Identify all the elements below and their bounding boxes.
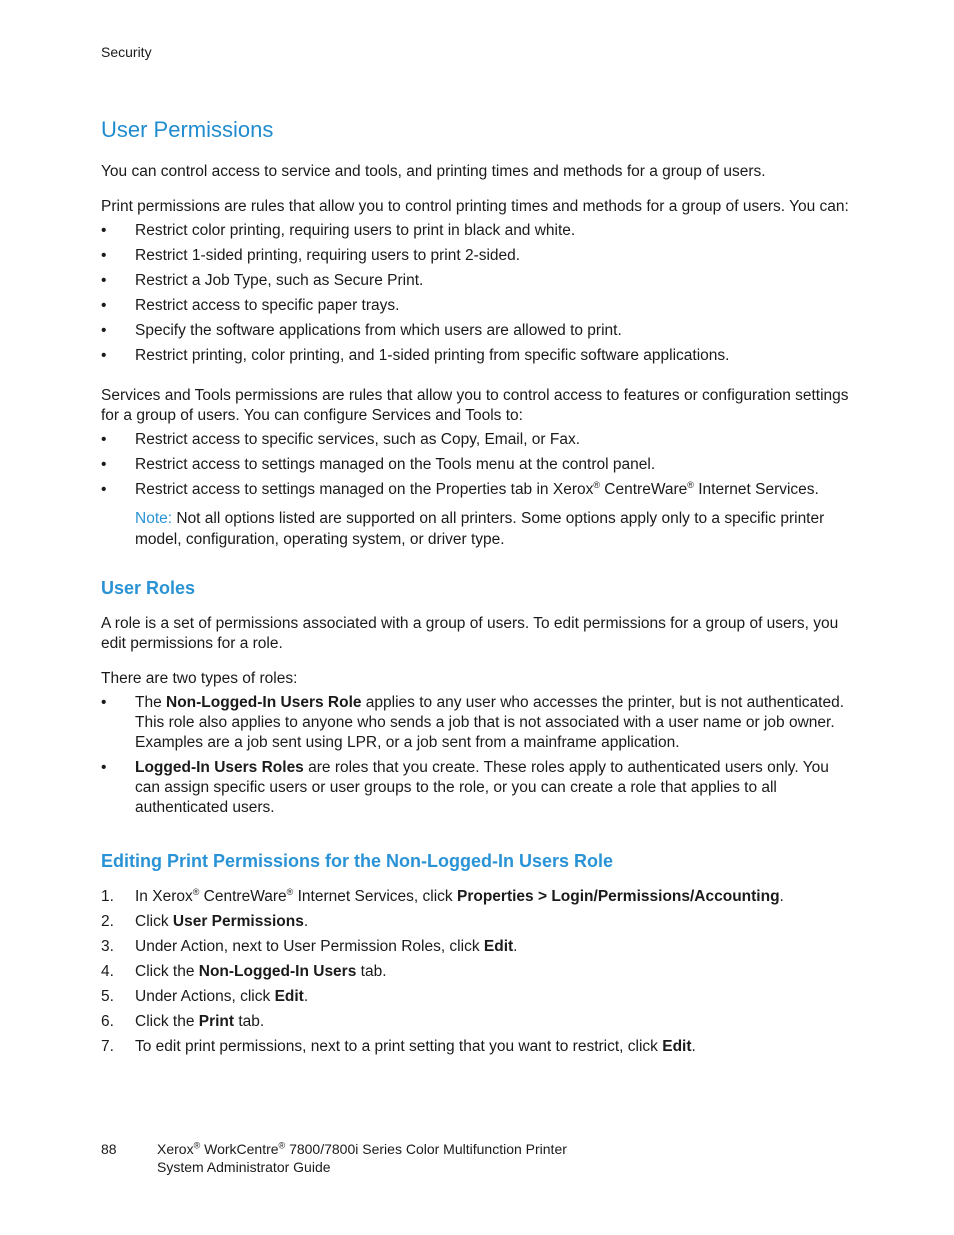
page-content (101, 116, 851, 1062)
bullet: • (101, 347, 107, 364)
footer-guide-line: System Administrator Guide (157, 1159, 331, 1175)
list-item: • Restrict 1-sided printing, requiring users to print 2-sided. (101, 247, 521, 264)
footer-title (157, 1140, 757, 1176)
bullet: • (101, 431, 107, 448)
services-tools-list (101, 430, 851, 500)
print-permissions-paragraph: Print permissions are rules that allow you to control printing times and methods for a group of users. You can: (101, 198, 849, 215)
list-item: • Restrict color printing, requiring users to print in black and white. (101, 222, 576, 239)
bullet: • (101, 297, 107, 314)
list-item: • Logged-In Users Roles are roles that you create. These roles apply to authenticated users only. You can assign specific users or user groups to the role, or you can create a role that applies to all authenticated users. (101, 759, 829, 816)
bullet: • (101, 694, 107, 711)
step-item: 4. Click the Non-Logged-In Users tab. (101, 963, 387, 980)
step-number: 5. (101, 988, 114, 1005)
step-item: 5. Under Actions, click Edit. (101, 988, 309, 1005)
list-item: • Restrict access to specific paper trays. (101, 297, 400, 314)
list-item: • Restrict a Job Type, such as Secure Print. (101, 272, 424, 289)
step-item: 6. Click the Print tab. (101, 1013, 265, 1030)
footer-product-line: Xerox® WorkCentre® 7800/7800i Series Color Multifunction Printer (157, 1140, 567, 1157)
step-number: 2. (101, 913, 114, 930)
step-item: 1. In Xerox® CentreWare® Internet Services, click Properties > Login/Permissions/Accounting. (101, 886, 784, 905)
step-number: 1. (101, 888, 114, 905)
list-item: • Restrict printing, color printing, and 1-sided printing from specific software applications. (101, 347, 730, 364)
step-item: 2. Click User Permissions. (101, 913, 309, 930)
bullet: • (101, 272, 107, 289)
note-label: Note: (135, 510, 173, 527)
note (101, 508, 851, 550)
steps-list (101, 887, 851, 1057)
print-permissions-list (101, 221, 851, 366)
section-title-editing-print-permissions: Editing Print Permissions for the Non-Logged-In Users Role (101, 851, 614, 871)
section-title-user-permissions: User Permissions (101, 117, 274, 142)
section-title-user-roles: User Roles (101, 578, 196, 598)
step-item: 3. Under Action, next to User Permission Roles, click Edit. (101, 938, 518, 955)
page-number: 88 (101, 1141, 117, 1157)
list-item: • Specify the software applications from which users are allowed to print. (101, 322, 622, 339)
bullet: • (101, 222, 107, 239)
intro-paragraph: You can control access to service and tools, and printing times and methods for a group of users. (101, 163, 766, 180)
step-number: 7. (101, 1038, 114, 1055)
services-tools-paragraph: Services and Tools permissions are rules that allow you to control access to features or configuration settings for a group of users. You can configure Services and Tools to: (101, 387, 849, 424)
bullet: • (101, 322, 107, 339)
list-item: • Restrict access to settings managed on the Tools menu at the control panel. (101, 456, 656, 473)
list-item: • Restrict access to specific services, such as Copy, Email, or Fax. (101, 431, 581, 448)
bullet: • (101, 247, 107, 264)
bullet: • (101, 456, 107, 473)
list-item: • The Non-Logged-In Users Role applies to any user who accesses the printer, but is not authenticated. This role also applies to anyone who sends a job that is not associated with a user name or job owner. Examples are a job sent using LPR, or a job sent from a mainframe application. (101, 694, 845, 751)
step-number: 4. (101, 963, 114, 980)
step-number: 6. (101, 1013, 114, 1030)
running-header: Security (101, 44, 152, 60)
bullet: • (101, 759, 107, 776)
list-item: • Restrict access to settings managed on the Properties tab in Xerox® CentreWare® Internet Services. (101, 479, 819, 498)
bullet: • (101, 481, 107, 498)
step-number: 3. (101, 938, 114, 955)
step-item: 7. To edit print permissions, next to a print setting that you want to restrict, click Edit. (101, 1038, 696, 1055)
roles-list (101, 693, 851, 818)
roles-types-paragraph: There are two types of roles: (101, 670, 298, 687)
roles-intro-paragraph: A role is a set of permissions associated with a group of users. To edit permissions for a group of users, you edit permissions for a role. (101, 615, 839, 652)
note-text: Not all options listed are supported on all printers. Some options apply only to a specific printer model, configuration, operating system, or driver type. (135, 510, 825, 548)
